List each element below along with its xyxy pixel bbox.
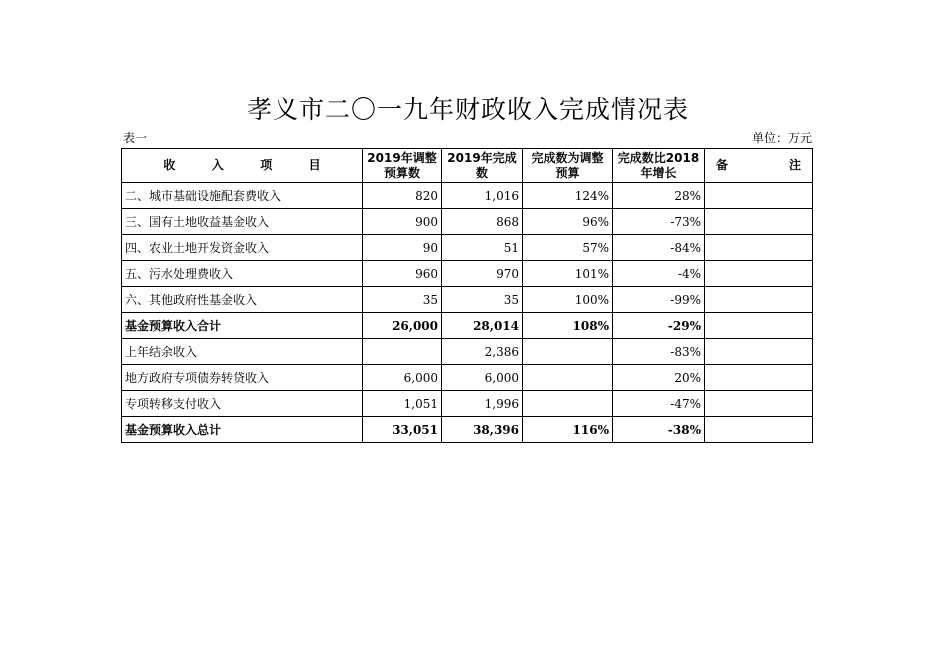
row-actual: 2,386: [442, 339, 523, 365]
row-ratio: 124%: [523, 183, 613, 209]
row-name: 上年结余收入: [122, 339, 363, 365]
header-remark-char: 注: [788, 158, 801, 172]
header-item: [122, 149, 363, 183]
row-budget: 820: [363, 183, 442, 209]
table-row: [122, 339, 813, 365]
row-ratio: [523, 339, 613, 365]
header-growth: 完成数比2018年增长: [613, 149, 705, 183]
row-remark: [705, 209, 813, 235]
row-budget: 26,000: [363, 313, 442, 339]
row-name: 四、农业土地开发资金收入: [122, 235, 363, 261]
row-budget: [363, 339, 442, 365]
table-row: [122, 261, 813, 287]
row-name: 基金预算收入总计: [122, 417, 363, 443]
row-remark: [705, 261, 813, 287]
row-growth: -84%: [613, 235, 705, 261]
row-actual: 28,014: [442, 313, 523, 339]
row-actual: 970: [442, 261, 523, 287]
header-budget: 2019年调整预算数: [363, 149, 442, 183]
row-ratio: 116%: [523, 417, 613, 443]
table-row: [122, 183, 813, 209]
row-name: 基金预算收入合计: [122, 313, 363, 339]
header-actual: 2019年完成数: [442, 149, 523, 183]
row-remark: [705, 313, 813, 339]
row-actual: 868: [442, 209, 523, 235]
header-item-char: 入: [211, 158, 224, 172]
row-remark: [705, 183, 813, 209]
row-growth: -29%: [613, 313, 705, 339]
table-body: [122, 183, 813, 443]
row-ratio: [523, 391, 613, 417]
row-name: 五、污水处理费收入: [122, 261, 363, 287]
row-actual: 1,016: [442, 183, 523, 209]
row-budget: 900: [363, 209, 442, 235]
row-growth: 28%: [613, 183, 705, 209]
row-growth: -83%: [613, 339, 705, 365]
row-name: 地方政府专项债券转贷收入: [122, 365, 363, 391]
row-ratio: 108%: [523, 313, 613, 339]
header-ratio: 完成数为调整预算: [523, 149, 613, 183]
header-item-char: 目: [308, 158, 321, 172]
row-remark: [705, 287, 813, 313]
row-remark: [705, 235, 813, 261]
row-growth: -47%: [613, 391, 705, 417]
table-header-row: [122, 149, 813, 183]
row-ratio: 57%: [523, 235, 613, 261]
row-name: 二、城市基础设施配套费收入: [122, 183, 363, 209]
row-budget: 1,051: [363, 391, 442, 417]
row-actual: 38,396: [442, 417, 523, 443]
table-row: [122, 417, 813, 443]
header-remark-char: 备: [716, 158, 729, 172]
row-actual: 6,000: [442, 365, 523, 391]
row-budget: 33,051: [363, 417, 442, 443]
row-ratio: 100%: [523, 287, 613, 313]
page-title: 孝义市二〇一九年财政收入完成情况表: [246, 95, 689, 124]
row-growth: -73%: [613, 209, 705, 235]
table-number-label: 表一: [123, 131, 148, 145]
row-budget: 6,000: [363, 365, 442, 391]
row-budget: 960: [363, 261, 442, 287]
row-name: 三、国有土地收益基金收入: [122, 209, 363, 235]
row-ratio: [523, 365, 613, 391]
table-row: [122, 313, 813, 339]
header-remark: [705, 149, 813, 183]
table-row: [122, 365, 813, 391]
row-budget: 90: [363, 235, 442, 261]
row-remark: [705, 417, 813, 443]
row-remark: [705, 365, 813, 391]
row-name: 专项转移支付收入: [122, 391, 363, 417]
table-row: [122, 209, 813, 235]
table-row: [122, 287, 813, 313]
header-item-char: 项: [260, 158, 273, 172]
row-name: 六、其他政府性基金收入: [122, 287, 363, 313]
row-remark: [705, 391, 813, 417]
row-budget: 35: [363, 287, 442, 313]
row-ratio: 101%: [523, 261, 613, 287]
row-growth: -99%: [613, 287, 705, 313]
header-item-char: 收: [163, 158, 176, 172]
revenue-table: [121, 148, 813, 443]
row-actual: 35: [442, 287, 523, 313]
row-remark: [705, 339, 813, 365]
table-row: [122, 391, 813, 417]
row-growth: -4%: [613, 261, 705, 287]
row-actual: 51: [442, 235, 523, 261]
row-growth: -38%: [613, 417, 705, 443]
row-actual: 1,996: [442, 391, 523, 417]
row-growth: 20%: [613, 365, 705, 391]
table-row: [122, 235, 813, 261]
row-ratio: 96%: [523, 209, 613, 235]
unit-label: 单位：万元: [752, 131, 813, 145]
